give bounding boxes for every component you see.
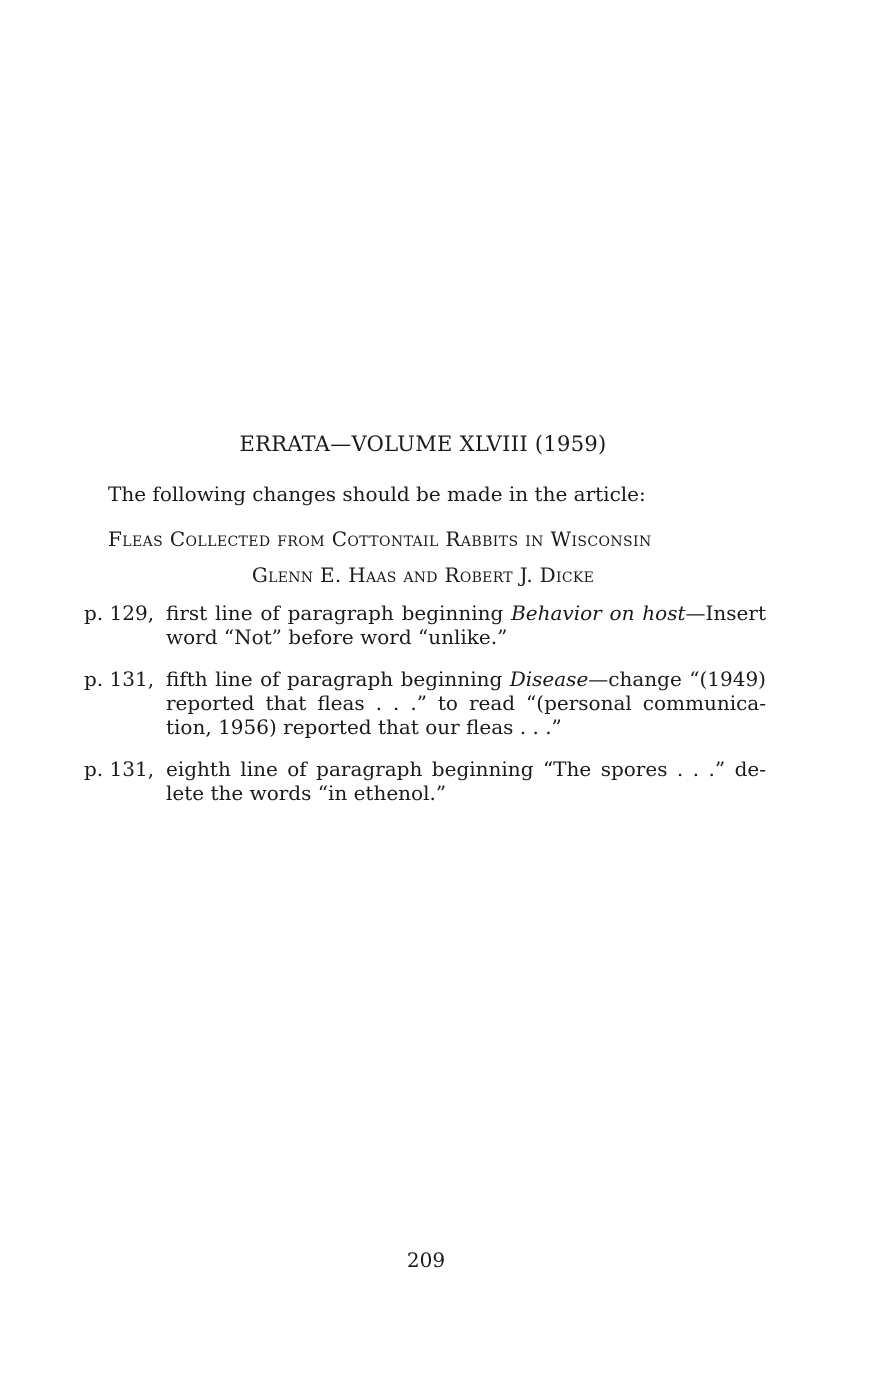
errata-entry <box>84 757 766 805</box>
correction-line: tion, 1956) reported that our fleas . . .” <box>166 715 562 739</box>
italic-phrase: Disease <box>509 667 589 691</box>
correction-text-segment: —Insert <box>685 601 766 625</box>
errata-list <box>84 601 766 823</box>
correction-line: lete the words “in ethenol.” <box>166 781 447 805</box>
intro-text: The following changes should be made in the article: <box>108 482 646 506</box>
correction-line: eighth line of paragraph beginning “The spores . . .” de- <box>166 757 766 781</box>
page-reference: p. 131, <box>84 667 155 691</box>
page-reference: p. 131, <box>84 757 155 781</box>
correction-text <box>166 757 766 805</box>
article-authors: Glenn E. Haas and Robert J. Dicke <box>251 563 595 587</box>
page-number: 209 <box>406 1248 446 1272</box>
italic-phrase: Behavior on host <box>511 601 686 625</box>
errata-entry <box>84 667 766 739</box>
correction-line <box>166 601 766 625</box>
correction-text-segment: —change “(1949) <box>588 667 766 691</box>
correction-text <box>166 667 766 739</box>
errata-entry <box>84 601 766 649</box>
errata-heading: ERRATA—VOLUME XLVIII (1959) <box>239 432 607 456</box>
correction-text-segment: first line of paragraph beginning <box>166 601 512 625</box>
correction-line: word “Not” before word “unlike.” <box>166 625 508 649</box>
article-title: Fleas Collected from Cottontail Rabbits in Wisconsin <box>108 527 652 551</box>
correction-line: reported that fleas . . .” to read “(personal communica- <box>166 691 766 715</box>
correction-line <box>166 667 766 691</box>
correction-text <box>166 601 766 649</box>
correction-text-segment: fifth line of paragraph beginning <box>166 667 510 691</box>
page-reference: p. 129, <box>84 601 155 625</box>
